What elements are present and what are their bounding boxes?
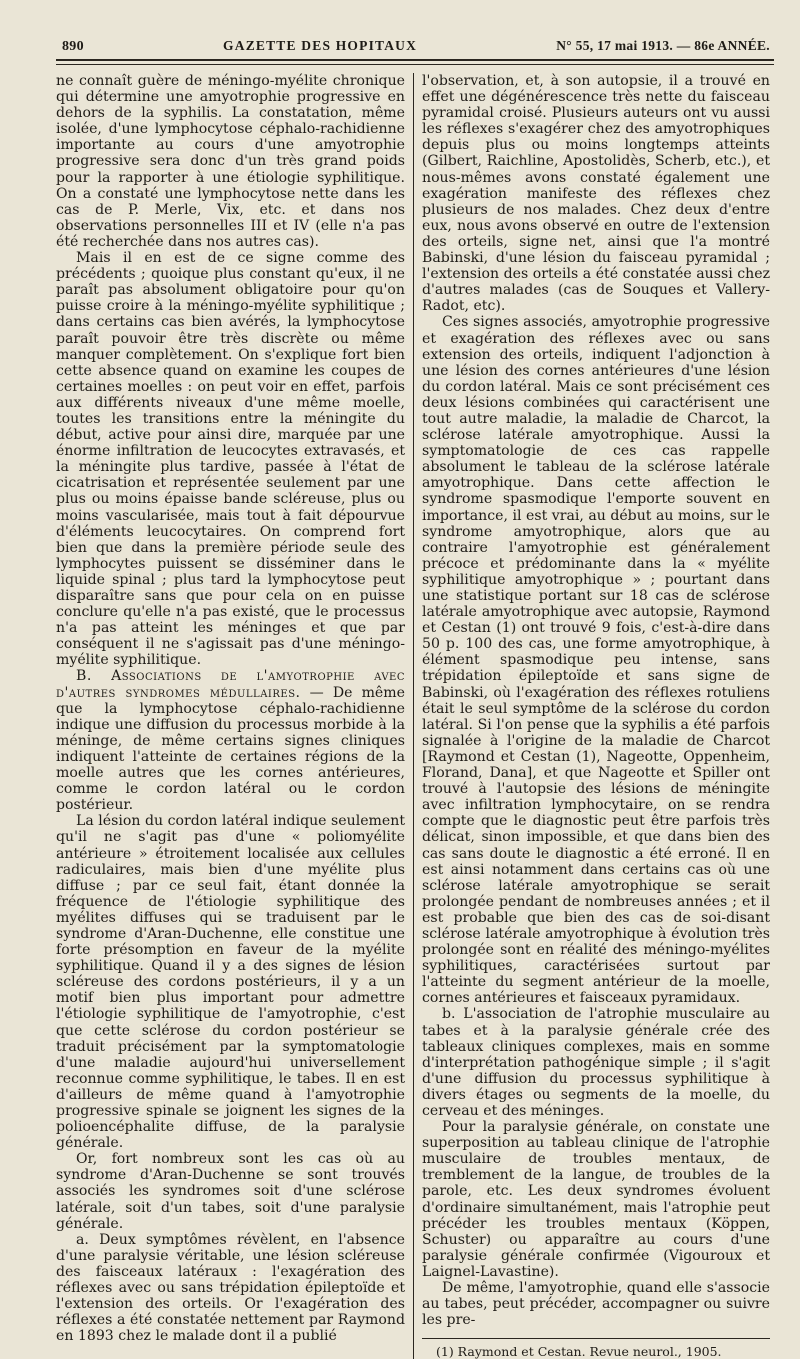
paragraph: Or, fort nombreux sont les cas où au syndrome d'Aran-Duchenne se sont trouvés associés les syndromes soit d'une sclérose latérale, soit d'un tabes, soit d'une paralysie générale. <box>56 1151 405 1232</box>
paragraph: La lésion du cordon latéral indique seulement qu'il ne s'agit pas d'une « poliomyélite antérieure » étroitement localisée aux cellules radiculaires, mais bien d'une myélite plus diffuse ; par ce seul fait, étant donnée la fréquence de l'étiologie syphilitique des myélites diffuses qui se traduisent par le syndrome d'Aran-Duchenne, elle constitue une forte présomption en faveur de la myélite syphilitique. Quand il y a des signes de lésion scléreuse des cordons postérieurs, il y a un motif bien plus important pour admettre l'étiologie syphilitique de l'amyotrophie, c'est que cette sclérose du cordon postérieur se traduit précisément par la symptomatologie d'une maladie aujourd'hui universellement reconnue comme syphilitique, le tabes. Il en est d'ailleurs de même quand à l'amyotrophie progressive spinale se joignent les signes de la polioencéphalite diffuse, de la paralysie générale. <box>56 813 405 1152</box>
header-rule-thin <box>56 64 774 65</box>
page-header <box>56 38 774 58</box>
paragraph: Ces signes associés, amyotrophie progressive et exagération des réflexes avec ou sans extension des orteils, indiquent l'adjonction à une lésion des cornes antérieures d'une lésion du cordon latéral. Mais ce sont précisément ces deux lésions combinées qui caractérisent une tout autre maladie, la maladie de Charcot, la sclérose latérale amyotrophique. Aussi la symptomatologie de ces cas rappelle absolument le tableau de la sclérose latérale amyotrophique. Dans cette affection le syndrome spasmodique l'emporte souvent en importance, il est vrai, au début au moins, sur le syndrome amyotrophique, alors que au contraire l'amyotrophie est généralement précoce et prédominante dans la « myélite syphilitique amyotrophique » ; pourtant dans une statistique portant sur 18 cas de sclérose latérale amyotrophique avec autopsie, Raymond et Cestan (1) ont trouvé 9 fois, c'est-à-dire dans 50 p. 100 des cas, une forme amyotrophique, à élément spasmodique peu intense, sans trépidation épileptoïde et sans signe de Babinski, où l'exagération des réflexes rotuliens était le seul symptôme de la sclérose du cordon latéral. Si l'on pense que la syphilis a été parfois signalée à l'origine de la maladie de Charcot [Raymond et Cestan (1), Nageotte, Oppenheim, Florand, Dana], et que Nageotte et Spiller ont trouvé à l'autopsie des lésions de méningite avec infiltration lymphocytaire, on se rendra compte que le diagnostic peut être parfois très délicat, sinon impossible, et que dans bien des cas sans doute le diagnostic a été erroné. Il en est ainsi notamment dans certains cas où une sclérose latérale amyotrophique se serait prolongée pendant de nombreuses années ; et il est probable que bien des cas de soi-disant sclérose latérale amyotrophique à évolution très prolongée sont en réalité des méningo-myélites syphilitiques, caractérisées surtout par l'atteinte du segment antérieur de la moelle, cornes antérieures et faisceaux pyramidaux. <box>422 314 770 1007</box>
text-columns <box>56 73 774 1359</box>
paragraph: a. Deux symptômes révèlent, en l'absence d'une paralysie véritable, une lésion scléreuse des faisceaux latéraux : l'exagération des réflexes avec ou sans trépidation épileptoïde et l'extension des orteils. Or l'exagération des réflexes a été constatée nettement par Raymond en 1893 chez le malade dont il a publié <box>56 1231 405 1345</box>
footnote: (1) Raymond et Cestan. Revue neurol., 1905. <box>436 1344 722 1359</box>
section-heading: B. Associations de l'amyotrophie avec d'autres syndromes médullaires. <box>56 668 405 701</box>
page-number: 890 <box>62 39 84 54</box>
right-column <box>413 73 770 1359</box>
paragraph: ne connaît guère de méningo-myélite chronique qui détermine une amyotrophie progressive en dehors de la syphilis. La constatation, même isolée, d'une lymphocytose céphalo-rachidienne importante au cours d'une amyotrophie progressive sera donc d'un très grand poids pour la rapporter à une étiologie syphilitique. On a constaté une lymphocytose nette dans les cas de P. Merle, Vix, etc. et dans nos observations personnelles III et IV (elle n'a pas été recherchée dans nos autres cas). <box>56 73 405 250</box>
paragraph: l'observation, et, à son autopsie, il a trouvé en effet une dégénérescence très nette du faisceau pyramidal croisé. Plusieurs auteurs ont vu aussi les réflexes s'exagérer chez des amyotrophiques depuis plus ou moins longtemps atteints (Gilbert, Raichline, Apostolidès, Scherb, etc.), et nous-mêmes avons constaté également une exagération manifeste des réflexes chez plusieurs de nos malades. Chez deux d'entre eux, nous avons observé en outre de l'extension des orteils, signe net, ainsi que l'a montré Babinski, d'une lésion du faisceau pyramidal ; l'extension des orteils a été constatée aussi chez d'autres malades (cas de Souques et Vallery-Radot, etc). <box>422 73 770 315</box>
paragraph-text: — De même que la lymphocytose céphalo-rachidienne indique une diffusion du processus morbide à la méninge, de même certains signes cliniques indiquent l'atteinte de certaines régions de la moelle autres que les cornes antérieures, comme le cordon latéral ou le cordon postérieur. <box>56 684 405 814</box>
paragraph: b. L'association de l'atrophie musculaire au tabes et à la paralysie générale crée des tableaux cliniques complexes, mais en somme d'interprétation pathogénique simple ; il s'agit d'une diffusion du processus syphilitique à divers étages ou segments de la moelle, du cerveau et des méninges. <box>422 1006 770 1119</box>
journal-title: GAZETTE DES HOPITAUX <box>223 38 418 53</box>
paragraph <box>56 668 405 813</box>
left-column <box>56 73 413 1359</box>
header-rule <box>56 59 774 61</box>
paragraph: Mais il en est de ce signe comme des précédents ; quoique plus constant qu'eux, il ne paraît pas absolument obligatoire pour qu'on puisse croire à la méningo-myélite syphilitique ; dans certains cas bien avérés, la lymphocytose paraît pouvoir être très discrète ou même manquer complètement. On s'explique fort bien cette absence quand on examine les coupes de certaines moelles : on peut voir en effet, parfois aux différents niveaux d'une même moelle, toutes les transitions entre la méningite du début, active pour ainsi dire, marquée par une énorme infiltration de leucocytes extravasés, et la méningite plus tardive, passée à l'état de cicatrisation et représentée seulement par une plus ou moins épaisse bande scléreuse, plus ou moins vascularisée, mais tout à fait dépourvue d'éléments leucocytaires. On comprend fort bien que dans la première période seule des lymphocytes puissent se disséminer dans le liquide spinal ; plus tard la lymphocytose peut disparaître sans que pour cela on en puisse conclure qu'elle n'a pas existé, que le processus n'a pas atteint les méninges et que par conséquent il ne s'agissait pas d'une méningo-myélite syphilitique. <box>56 250 405 669</box>
issue-info: N° 55, 17 mai 1913. — 86e ANNÉE. <box>556 38 770 53</box>
paragraph: De même, l'amyotrophie, quand elle s'associe au tabes, peut précéder, accompagner ou suivre les pre- <box>422 1280 770 1329</box>
footnote-rule <box>422 1338 770 1339</box>
paragraph: Pour la paralysie générale, on constate une superposition au tableau clinique de l'atrophie musculaire de troubles mentaux, de tremblement de la langue, de troubles de la parole, etc. Les deux syndromes évoluent d'ordinaire simultanément, mais l'atrophie peut précéder les troubles mentaux (Köppen, Schuster) ou apparaître au cours d'une paralysie générale confirmée (Vigouroux et Laignel-Lavastine). <box>422 1119 770 1280</box>
